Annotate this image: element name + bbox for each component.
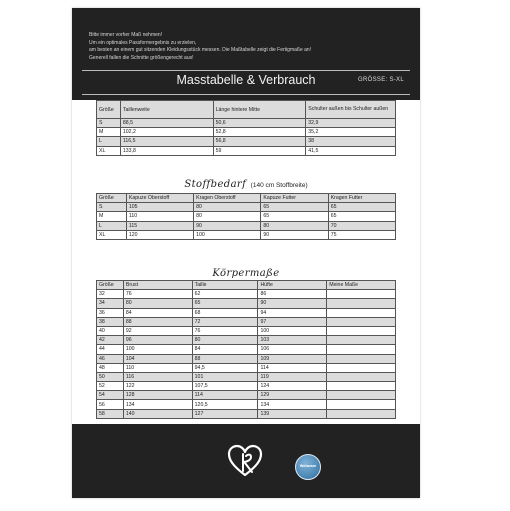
col-header: Größe	[97, 281, 124, 290]
table-row	[97, 382, 396, 391]
table-row	[97, 391, 396, 400]
table-cell: 88	[123, 317, 192, 326]
fabric-width-note: (140 cm Stoffbreite)	[250, 182, 308, 189]
header-banner	[72, 8, 420, 100]
table-row	[97, 326, 396, 335]
table-cell	[327, 317, 396, 326]
table-cell: 38	[306, 137, 396, 146]
table-cell: 80	[123, 299, 192, 308]
table-cell	[327, 326, 396, 335]
table-cell: 86	[258, 290, 327, 299]
table-cell: 46	[97, 354, 124, 363]
table-cell: 84	[192, 345, 258, 354]
table-cell: 107,5	[192, 382, 258, 391]
table-cell: XL	[97, 146, 121, 155]
table-cell: 52,8	[213, 128, 306, 137]
table-cell: 128	[123, 391, 192, 400]
table-cell: 75	[328, 230, 395, 239]
body-measure-table	[96, 280, 396, 419]
table-cell: 65	[261, 203, 328, 212]
col-header: Größe	[97, 194, 127, 203]
garment-measure-table	[96, 100, 396, 156]
table-cell	[327, 308, 396, 317]
table-cell: XL	[97, 230, 127, 239]
table-cell: 42	[97, 336, 124, 345]
table-cell: 80	[194, 203, 261, 212]
table-cell: 38	[97, 317, 124, 326]
table-cell: 110	[126, 212, 193, 221]
table-cell: 65	[261, 212, 328, 221]
table-cell: 103	[258, 336, 327, 345]
table-cell: 62	[192, 290, 258, 299]
table-cell: 140	[123, 409, 192, 418]
col-header: Brust	[123, 281, 192, 290]
table-cell: 54	[97, 391, 124, 400]
table-cell	[327, 409, 396, 418]
table-cell: 65	[192, 299, 258, 308]
table-cell: 40	[97, 326, 124, 335]
table-cell: 88	[192, 354, 258, 363]
table-cell	[327, 290, 396, 299]
table-cell: 90	[261, 230, 328, 239]
table-cell: 80	[194, 212, 261, 221]
table-cell: 76	[123, 290, 192, 299]
col-header: Kragen Oberstoff	[194, 194, 261, 203]
table-row	[97, 372, 396, 381]
table-cell: 52	[97, 382, 124, 391]
table-cell: 101	[192, 372, 258, 381]
table-cell: 100	[194, 230, 261, 239]
col-header: Meine Maße	[327, 281, 396, 290]
table-cell: 116	[123, 372, 192, 381]
table-cell: 48	[97, 363, 124, 372]
table-row	[97, 354, 396, 363]
col-header: Hüfte	[258, 281, 327, 290]
table-cell: 90	[194, 221, 261, 230]
table-cell: 92	[123, 326, 192, 335]
note-line: Generell fallen die Schnitte größengerecht aus!	[89, 54, 194, 61]
col-header: Schulter außen bis Schulter außen	[306, 101, 396, 119]
table-cell: 115	[126, 221, 193, 230]
table-cell: 32,9	[306, 119, 396, 128]
col-header: Größe	[97, 101, 121, 119]
table-cell: 120,5	[192, 400, 258, 409]
note-line: am besten an einem gut sitzenden Kleidungsstück messen. Die Maßtabelle zeigt die Fertigmaße an!	[89, 47, 312, 53]
page-title: Masstabelle & Verbrauch	[176, 73, 316, 87]
table-cell	[327, 336, 396, 345]
table-cell: 127	[192, 409, 258, 418]
fabric-title: Stoffbedarf	[184, 179, 247, 190]
table-cell: 96	[123, 336, 192, 345]
table-cell: 119	[258, 372, 327, 381]
table-cell: 44	[97, 345, 124, 354]
table-cell: 102,2	[120, 128, 213, 137]
table-cell	[327, 382, 396, 391]
measure-notes	[89, 32, 311, 62]
table-cell: 120	[126, 230, 193, 239]
table-cell: 90	[258, 299, 327, 308]
col-header: Taille	[192, 281, 258, 290]
table-cell: 65	[328, 212, 395, 221]
col-header: Taillenweite	[120, 101, 213, 119]
fabric-table	[96, 193, 396, 240]
col-header: Kapuze Oberstoff	[126, 194, 193, 203]
table-cell: 94,5	[192, 363, 258, 372]
table-cell: 97	[258, 317, 327, 326]
table-cell: 94	[258, 308, 327, 317]
body-section-title	[72, 263, 420, 281]
table-cell: 105	[126, 203, 193, 212]
table-cell: 134	[258, 400, 327, 409]
table-cell: 84	[123, 308, 192, 317]
table-cell: M	[97, 212, 127, 221]
table-row	[97, 308, 396, 317]
table-cell: 104	[123, 354, 192, 363]
webware-badge-icon	[295, 454, 321, 480]
table-cell: 133,8	[120, 146, 213, 155]
note-line: Bitte immer vorher Maß nehmen!	[89, 32, 163, 38]
table-cell: 124	[258, 382, 327, 391]
table-cell: 56,8	[213, 137, 306, 146]
table-cell: 59	[213, 146, 306, 155]
table-cell: 80	[261, 221, 328, 230]
table-row	[97, 400, 396, 409]
table-row	[97, 290, 396, 299]
table-cell: 116,5	[120, 137, 213, 146]
footer-banner	[72, 424, 420, 498]
kr-heart-logo-icon	[227, 444, 263, 478]
table-cell: 36	[97, 308, 124, 317]
table-cell: L	[97, 137, 121, 146]
table-cell: 41,5	[306, 146, 396, 155]
size-chart-sheet	[72, 8, 420, 498]
table-cell: 56	[97, 400, 124, 409]
table-row	[97, 317, 396, 326]
size-range-label: GRÖSSE: S-XL	[358, 77, 404, 83]
divider	[82, 94, 410, 95]
table-cell: 80	[192, 336, 258, 345]
table-cell	[327, 400, 396, 409]
table-cell: 109	[258, 354, 327, 363]
fabric-section-title	[72, 174, 420, 192]
table-cell: 32	[97, 290, 124, 299]
table-cell: 106	[258, 345, 327, 354]
table-cell	[327, 391, 396, 400]
col-header: Kapuze Futter	[261, 194, 328, 203]
table-cell: M	[97, 128, 121, 137]
table-cell	[327, 363, 396, 372]
table-row	[97, 345, 396, 354]
table-cell: 34	[97, 299, 124, 308]
table-cell: 110	[123, 363, 192, 372]
table-cell: 139	[258, 409, 327, 418]
table-cell: 134	[123, 400, 192, 409]
col-header: Kragen Futter	[328, 194, 395, 203]
table-cell: 68	[192, 308, 258, 317]
table-cell: 76	[192, 326, 258, 335]
table-cell: 50	[97, 372, 124, 381]
table-cell: 70	[328, 221, 395, 230]
badge-label: Webware	[299, 464, 317, 468]
table-cell: L	[97, 221, 127, 230]
divider	[82, 70, 410, 71]
table-cell: 88,5	[120, 119, 213, 128]
table-row	[97, 409, 396, 418]
table-cell: S	[97, 119, 121, 128]
table-cell: 72	[192, 317, 258, 326]
table-cell: 122	[123, 382, 192, 391]
table-cell: 100	[258, 326, 327, 335]
table-cell	[327, 299, 396, 308]
table-cell: S	[97, 203, 127, 212]
table-cell	[327, 372, 396, 381]
table-cell: 35,2	[306, 128, 396, 137]
table-cell: 100	[123, 345, 192, 354]
col-header: Länge hintere Mitte	[213, 101, 306, 119]
table-row	[97, 363, 396, 372]
table-cell: 50,6	[213, 119, 306, 128]
table-cell: 114	[192, 391, 258, 400]
table-cell	[327, 345, 396, 354]
table-row	[97, 299, 396, 308]
table-cell: 58	[97, 409, 124, 418]
table-cell	[327, 354, 396, 363]
table-row	[97, 336, 396, 345]
note-line: Um ein optimales Passformergebnis zu erzielen,	[89, 39, 197, 46]
table-cell: 114	[258, 363, 327, 372]
table-cell: 129	[258, 391, 327, 400]
table-cell: 65	[328, 203, 395, 212]
body-measure-title: Körpermaße	[212, 268, 280, 279]
